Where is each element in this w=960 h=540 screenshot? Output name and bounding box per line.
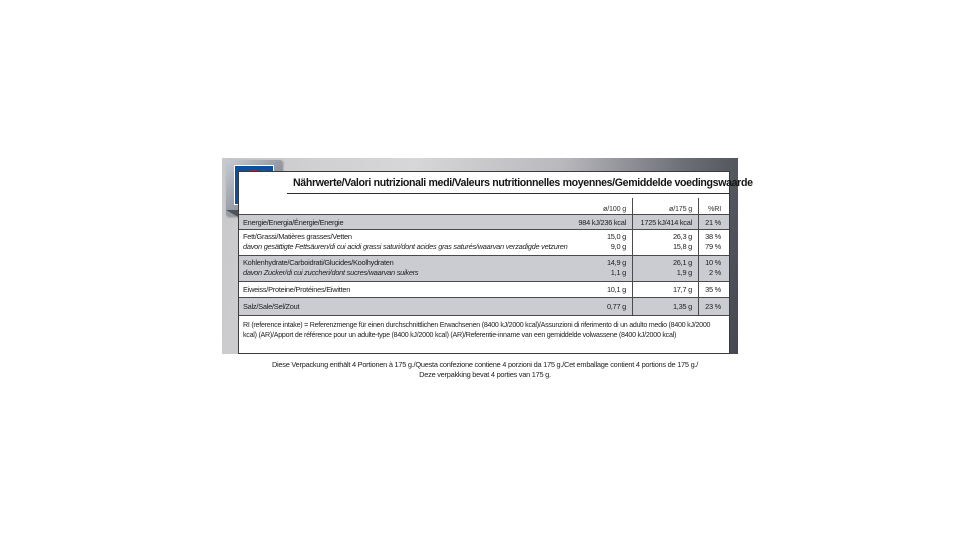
value-per100: 0,77 g [606,302,626,311]
value-per175: 26,3 g [672,232,692,241]
portion-info-line: Diese Verpackung enthält 4 Portionen à 175 g./Questa confezione contiene 4 porzioni da 175 g./Cet emballage contient 4 portions de 175 g./ [271,360,699,369]
column-divider [632,198,633,315]
value-per175: 26,1 g [672,258,692,267]
nutrition-table [238,171,753,354]
value-per175: 1,35 g [672,302,692,311]
value-per175: 15,8 g [672,242,692,251]
value-ri: 23 % [705,302,721,311]
value-per100: 9,0 g [610,242,626,251]
row-label: Fett/Grassi/Matières grasses/Vetten [243,232,352,241]
value-per175: 1,9 g [676,268,692,277]
row-carbohydrates [239,255,729,281]
portion-info-line: Deze verpakking bevat 4 porties van 175 g. [419,370,551,379]
reference-intake-note: RI (reference intake) = Referenzmenge für einen durchschnittlichen Erwachsenen (8400 kJ/2000 kcal)/Assunzioni di riferimento di un adulto medio (8400 kJ/2000 kcal) (AR)/Apport de référence pour un adulte-type (8400 kJ/2000 kcal) (AR)/Referentie-inname van een gemiddelde volwassene (8400 kJ/2000 kcal) [243,321,711,340]
value-per100: 1,1 g [610,268,626,277]
value-ri: 35 % [705,285,721,294]
value-ri: 79 % [705,242,721,251]
value-per175: 17,7 g [672,285,692,294]
ri-divider [239,315,729,316]
nutrition-title: Nährwerte/Valori nutrizionali medi/Valeurs nutritionnelles moyennes/Gemiddelde voedingswaarde [293,177,753,189]
value-per100: 984 kJ/236 kcal [578,218,626,227]
value-per100: 14,9 g [606,258,626,267]
portion-info [250,360,720,380]
column-divider [698,198,699,315]
value-per175: 1725 kJ/414 kcal [640,218,692,227]
value-ri: 38 % [705,232,721,241]
row-sublabel: davon Zucker/di cui zuccheri/dont sucres/waarvan suikers [243,268,419,277]
row-label: Kohlenhydrate/Carboidrati/Glucides/Koolhydraten [243,258,394,267]
row-protein [239,281,729,297]
value-ri: 21 % [705,218,721,227]
value-per100: 10,1 g [606,285,626,294]
value-per100: 15,0 g [606,232,626,241]
header-per100: ø/100 g [603,204,626,213]
header-ri: %RI [708,204,721,213]
row-salt [239,297,729,315]
value-ri: 2 % [709,268,721,277]
row-fat [239,229,729,255]
row-label: Salz/Sale/Sel/Zout [243,302,300,311]
value-ri: 10 % [705,258,721,267]
row-sublabel: davon gesättigte Fettsäuren/di cui acidi grassi saturi/dont acides gras saturés/waarvan verzadigde vetzuren [243,242,568,251]
header-per175: ø/175 g [669,204,692,213]
row-label: Energie/Energia/Énergie/Energie [243,218,344,227]
row-energy [239,214,729,229]
title-divider [287,193,729,194]
row-label: Eiweiss/Proteine/Protéines/Eiwitten [243,285,351,294]
